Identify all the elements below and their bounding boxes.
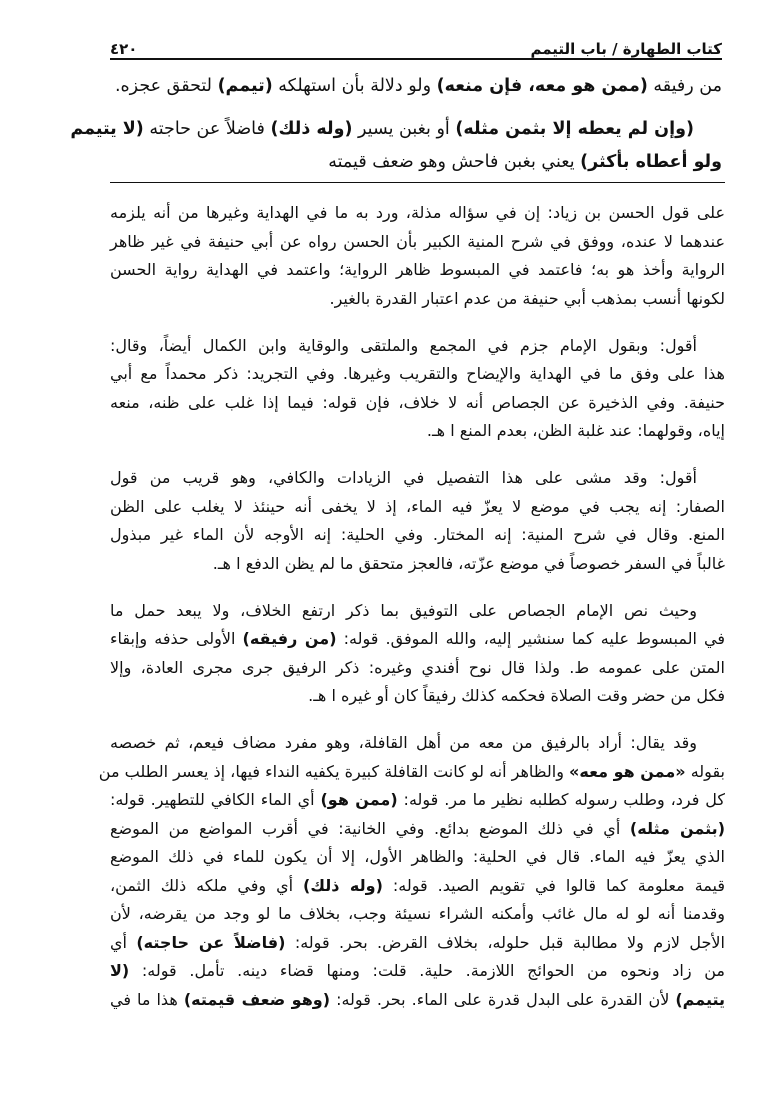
text-span: الرواية وأخذ هو به؛ فاعتمد في المبسوط ظاهر الرواية؛ واعتمد في الهداية رواية الحسن: [110, 260, 725, 279]
text-line: [110, 815, 725, 844]
text-line: [110, 360, 725, 389]
text-span: على قول الحسن بن زياد: إن في سؤاله مذلة، ورد به ما في الهداية وغيرها من أنه يلزمه: [110, 203, 725, 222]
text-span: أي: [110, 932, 137, 952]
text-line: [110, 521, 725, 550]
bold-quote: (فاضلاً عن حاجته): [136, 932, 286, 952]
text-line: [110, 228, 725, 257]
text-span: أقول: وقد مشى على هذا التفصيل في الزيادات والكافي، وهو قريب من قول: [110, 468, 697, 487]
text-span: الذي يعزّ فيه الماء. قال في الحلية: والظاهر الأول، إلا أن يكون للماء في ذلك الموضع: [110, 847, 725, 866]
text-line: [110, 872, 725, 901]
text-line: [110, 417, 725, 446]
text-line: [110, 550, 725, 579]
text-line: [110, 986, 725, 1015]
text-span: وحيث نص الإمام الجصاص على التوفيق بما ذكر ارتفع الخلاف، ولا يبعد حمل ما: [110, 600, 697, 620]
paragraph: [110, 70, 722, 103]
text-span: أي الماء الكافي للتطهير. قوله:: [110, 790, 321, 809]
text-span: أي في ذلك الموضع بدائع. وفي الخانية: في أقرب المواضع من الموضع: [110, 818, 630, 838]
text-line: [110, 199, 725, 228]
chapter-title: كتاب الطهارة / باب التيمم: [530, 40, 722, 58]
text-line: [110, 729, 725, 758]
text-line: [110, 332, 725, 361]
text-line: [98, 758, 725, 787]
text-span: لكونها أنسب بمذهب أبي حنيفة من عدم اعتبار القدرة بالغير.: [329, 288, 725, 308]
text-line: [110, 625, 725, 654]
text-span: ولو دلالة بأن استهلكه: [272, 76, 437, 96]
text-span: فكل من حضر وقت الصلاة فحكمه كذلك رفيقاً كان أو غيره ا هـ.: [308, 686, 725, 705]
text-span: من زاد ونحوه من الحوائج اللازمة. حلية. قلت: ومنها قضاء دينه. تأمل. قوله:: [129, 961, 725, 980]
text-span: وقدمنا أنه لو له مال غائب وأمكنه الشراء نسيئة وجب، بخلاف ما لو وجد من يقرضه، لأن: [110, 904, 725, 923]
text-line: [110, 654, 725, 683]
running-header: [110, 32, 722, 60]
text-span: إياه، وقولهما: عند غلبة الظن، بعدم المنع ا هـ.: [426, 421, 725, 440]
bold-quote: (ممن هو): [320, 790, 398, 809]
bold-quote: (من رفيقه): [242, 629, 337, 648]
text-span: بقوله: [685, 761, 725, 781]
text-span: قيمة معلومة كما قالوا في تقويم الصيد. قوله:: [382, 875, 725, 895]
text-line: [110, 70, 722, 103]
text-line: [110, 597, 725, 626]
text-line: [70, 113, 722, 146]
bold-quote: (وله ذلك): [270, 119, 353, 139]
text-span: المنع. وقال في شرح المنية: إنه المختار. وفي الحلية: إنه الأوجه لأن الماء غير مبذول: [110, 525, 725, 544]
text-span: أو بغبن يسير: [352, 119, 456, 139]
paragraph: [110, 464, 725, 578]
text-line: [110, 389, 725, 418]
text-span: من رفيقه: [647, 76, 722, 96]
text-line: [110, 464, 725, 493]
text-line: [110, 682, 725, 711]
paragraph: [70, 113, 722, 179]
text-span: لأن القدرة على البدل قدرة على الماء. بحر. قوله:: [330, 989, 676, 1009]
text-line: [110, 957, 725, 986]
separator-rule: [110, 182, 725, 183]
text-line: [110, 285, 725, 314]
text-span: غالباً في السفر خصوصاً في موضع عزّته، فالعجز متحقق ما لم يظن الدفع ا هـ.: [212, 553, 725, 573]
main-text: [70, 70, 722, 179]
text-line: [110, 929, 725, 958]
text-span: فاضلاً عن حاجته: [143, 119, 271, 139]
bold-quote: (وهو ضعف قيمته): [183, 989, 331, 1009]
text-span: أقول: وبقول الإمام جزم في المجمع والملتقى والوقاية وابن الكمال أيضاً، وقال:: [110, 335, 697, 355]
paragraph: [98, 729, 726, 1014]
text-span: حنيفة. وفي الذخيرة عن الجصاص أنه لا خلاف، فإن قوله: فيما إذا غلب على ظنه، منعه: [110, 392, 725, 412]
text-span: كل فرد، وطلب رسوله كطلبه نظير ما مر. قوله:: [397, 790, 725, 809]
text-span: هذا ما في: [110, 989, 184, 1009]
text-span: يعني بغبن فاحش وهو ضعف قيمته: [328, 152, 581, 172]
text-span: الأولى حذفه وإبقاء: [110, 629, 243, 648]
text-span: في المبسوط عليه كما سنشير إليه، والله الموفق. قوله:: [336, 629, 726, 648]
text-span: عندهما لا عنده، ووفق في شرح المنية الكبير بأن الحسن رواه عن أبي حنيفة في غير ظاهر: [110, 231, 725, 251]
text-line: [110, 900, 725, 929]
text-line: [110, 843, 725, 872]
bold-quote: «ممن هو معه»: [569, 761, 686, 781]
bold-quote: (لا: [110, 961, 130, 980]
bold-quote: (لا يتيمم: [70, 119, 144, 139]
bold-quote: (بثمن مثله): [629, 818, 726, 838]
text-span: هذا على وفق ما في الهداية والإيضاح والتقريب وغيرها. وفي التجريد: ذكر محمداً مع أبي: [110, 364, 725, 383]
text-span: والظاهر أنه لو كانت القافلة كبيرة يكفيه النداء فيها، إذ يعسر الطلب من: [98, 761, 570, 781]
bold-quote: (ممن هو معه، فإن منعه): [436, 76, 648, 96]
text-line: [110, 493, 725, 522]
text-span: الأجل لازم ولا مطالبة قبل حلوله، بخلاف القرض. بحر. قوله:: [285, 932, 725, 952]
bold-quote: (تيمم): [217, 76, 273, 96]
text-span: لتحقق عجزه.: [114, 76, 218, 96]
paragraph: [110, 199, 725, 313]
commentary-text: [98, 199, 726, 1033]
bold-quote: (وله ذلك): [303, 875, 383, 895]
text-span: المتن على عمومه ط. ولذا قال نوح أفندي وغيره: ذكر الرفيق جرى مجرى العادة، وإلا: [110, 657, 725, 677]
bold-quote: يتيمم): [675, 989, 726, 1009]
paragraph: [110, 597, 725, 711]
text-span: الصفار: إنه يجب في موضع لا يعزّ فيه الماء، إذ لا يخفى أنه حينئذ لا يغلب على الظن: [110, 496, 725, 516]
bold-quote: (وإن لم يعطه إلا بثمن مثله): [455, 119, 694, 139]
text-line: [110, 146, 722, 179]
page-number: ٤٢٠: [110, 40, 138, 58]
text-span: وقد يقال: أراد بالرفيق من معه من أهل القافلة، وهو مفرد مضاف فيعم، ثم خصصه: [110, 733, 697, 752]
text-line: [110, 786, 725, 815]
paragraph: [110, 332, 725, 446]
text-span: أي وفي ملكه ذلك الثمن،: [110, 875, 304, 895]
bold-quote: ولو أعطاه بأكثر): [580, 152, 722, 172]
text-line: [110, 256, 725, 285]
